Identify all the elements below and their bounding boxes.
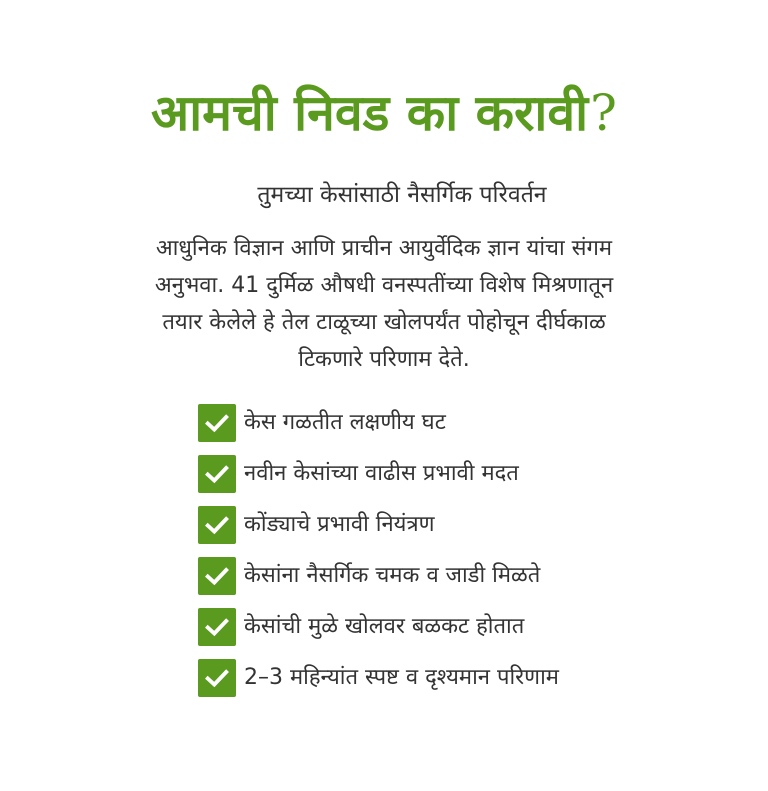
checkmark-icon bbox=[198, 506, 236, 544]
subtitle: तुमच्या केसांसाठी नैसर्गिक परिवर्तन bbox=[257, 182, 547, 208]
checkmark-icon bbox=[198, 404, 236, 442]
feature-text: 2–3 महिन्यांत स्पष्ट व दृश्यमान परिणाम bbox=[244, 665, 559, 690]
feature-item bbox=[198, 455, 559, 493]
feature-item bbox=[198, 659, 559, 697]
page-title bbox=[0, 78, 768, 148]
feature-item bbox=[198, 557, 559, 595]
feature-list bbox=[198, 404, 559, 710]
feature-text: केसांची मुळे खोलवर बळकट होतात bbox=[244, 614, 525, 639]
feature-item bbox=[198, 404, 559, 442]
checkmark-icon bbox=[198, 455, 236, 493]
description bbox=[84, 230, 684, 378]
checkmark-icon bbox=[198, 608, 236, 646]
checkmark-icon bbox=[198, 557, 236, 595]
feature-text: केसांना नैसर्गिक चमक व जाडी मिळते bbox=[244, 563, 541, 588]
description-line: आधुनिक विज्ञान आणि प्राचीन आयुर्वेदिक ज्ञान यांचा संगम bbox=[155, 236, 613, 261]
feature-text: कोंड्याचे प्रभावी नियंत्रण bbox=[244, 512, 435, 537]
page-title-question-mark: ? bbox=[590, 84, 617, 142]
checkmark-icon bbox=[198, 659, 236, 697]
page-title-text: आमची निवड का करावी bbox=[151, 84, 589, 142]
feature-item bbox=[198, 608, 559, 646]
description-line: अनुभवा. 41 दुर्मिळ औषधी वनस्पतींच्या विशेष मिश्रणातून bbox=[154, 273, 614, 298]
feature-text: नवीन केसांच्या वाढीस प्रभावी मदत bbox=[244, 461, 519, 486]
feature-text: केस गळतीत लक्षणीय घट bbox=[244, 410, 446, 435]
feature-item bbox=[198, 506, 559, 544]
description-line: टिकणारे परिणाम देते. bbox=[298, 347, 470, 372]
description-line: तयार केलेले हे तेल टाळूच्या खोलपर्यंत पोहोचून दीर्घकाळ bbox=[162, 310, 606, 335]
